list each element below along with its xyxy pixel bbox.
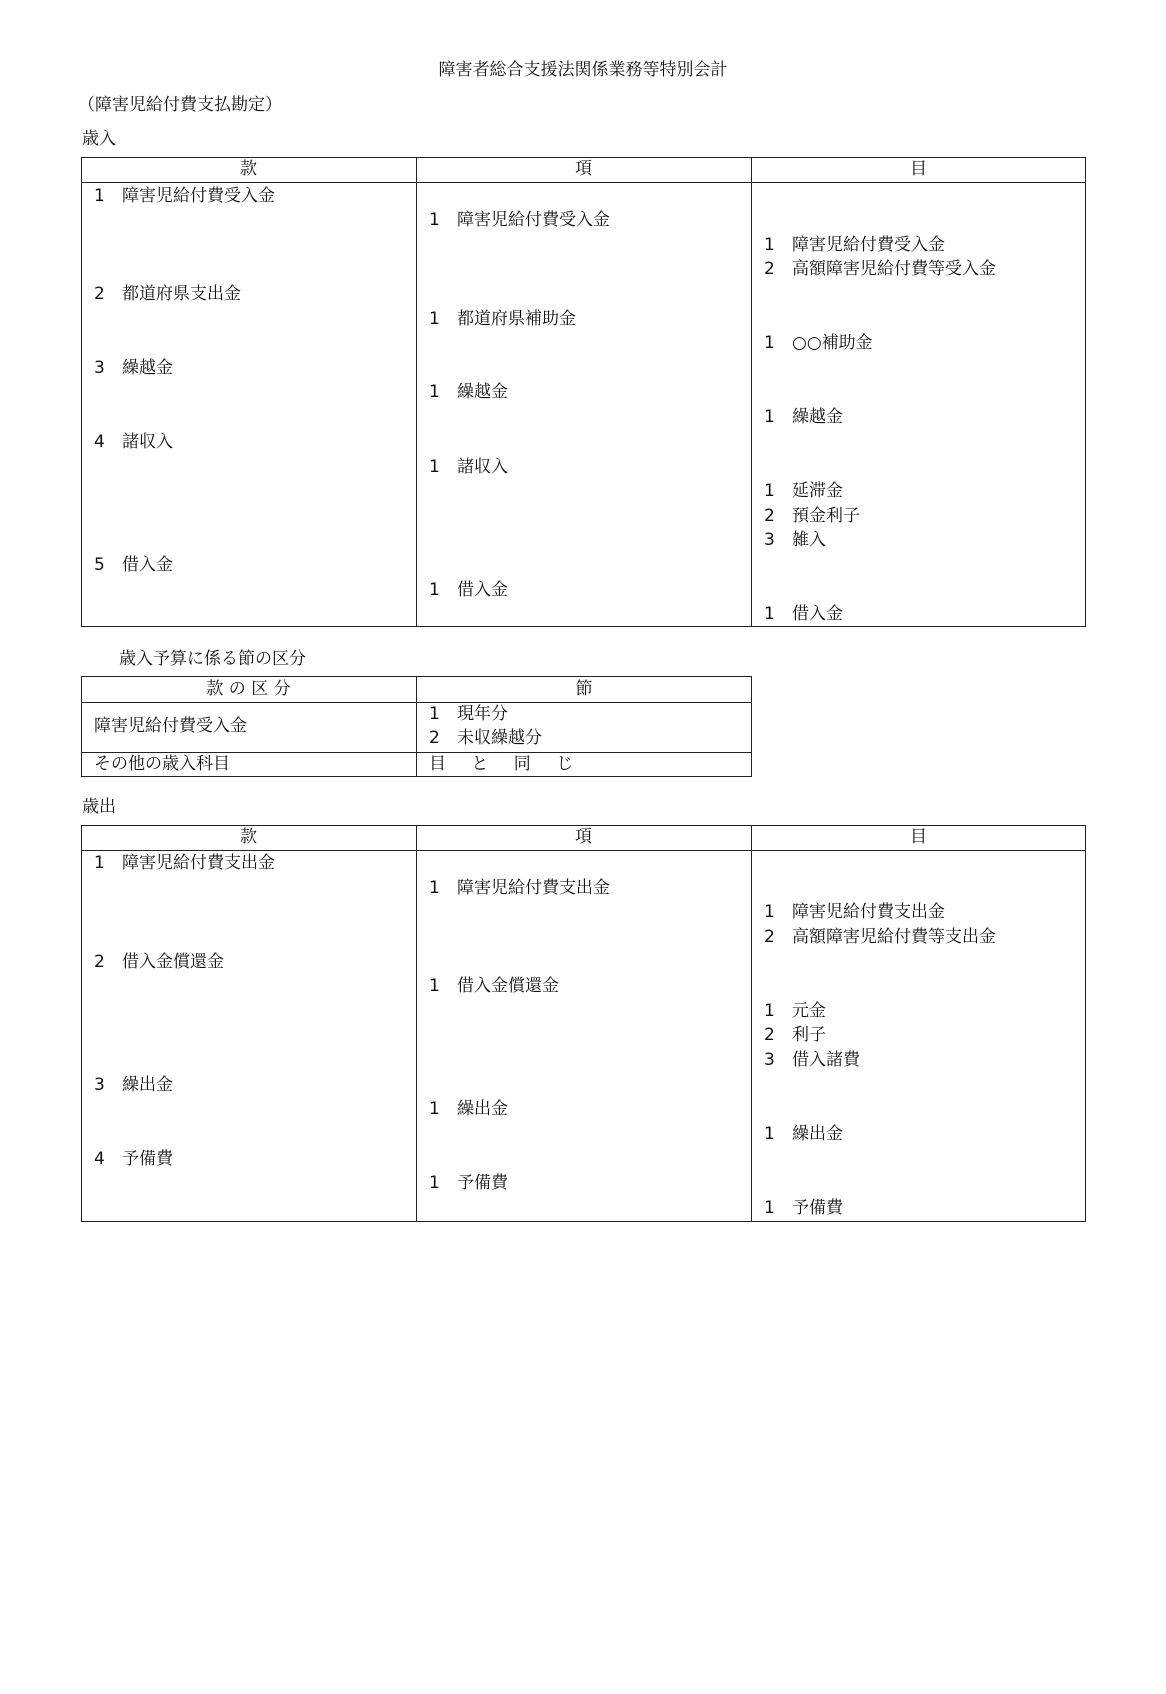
expenditure-header-divider <box>81 850 1086 851</box>
revenue-kan-entry: 4 諸収入 <box>94 432 173 452</box>
expenditure-kou-entry: 1 予備費 <box>429 1173 508 1193</box>
revenue-kan-entry: 3 繰越金 <box>94 358 173 378</box>
section-row1-item-1: 1 現年分 <box>429 704 508 724</box>
expenditure-header-kou: 項 <box>575 827 592 847</box>
expenditure-kan-entry: 4 予備費 <box>94 1149 173 1169</box>
expenditure-col-divider-2 <box>751 825 752 1222</box>
revenue-header-kou: 項 <box>575 159 592 179</box>
expenditure-kou-entry: 1 繰出金 <box>429 1099 508 1119</box>
section-row1-item-2: 2 未収繰越分 <box>429 728 542 748</box>
revenue-heading: 歳入 <box>82 129 116 149</box>
expenditure-moku-entry: 1 元金 <box>764 1001 826 1021</box>
revenue-kan-entry: 2 都道府県支出金 <box>94 284 241 304</box>
revenue-moku-entry: 1 借入金 <box>764 604 843 624</box>
revenue-moku-entry: 2 預金利子 <box>764 506 860 526</box>
revenue-kan-entry: 5 借入金 <box>94 555 173 575</box>
expenditure-moku-entry: 3 借入諸費 <box>764 1050 860 1070</box>
revenue-moku-entry: 1 延滞金 <box>764 481 843 501</box>
revenue-kou-entry: 1 借入金 <box>429 580 508 600</box>
section-row2-value: 目 と 同 じ <box>429 754 584 774</box>
expenditure-moku-entry: 1 繰出金 <box>764 1124 843 1144</box>
revenue-kou-entry: 1 障害児給付費受入金 <box>429 210 610 230</box>
revenue-header-divider <box>81 182 1086 183</box>
expenditure-kou-entry: 1 借入金償還金 <box>429 976 559 996</box>
revenue-moku-entry: 1 障害児給付費受入金 <box>764 235 945 255</box>
expenditure-kan-entry: 1 障害児給付費支出金 <box>94 853 275 873</box>
revenue-kou-entry: 1 諸収入 <box>429 457 508 477</box>
section-row2-label: その他の歳入科目 <box>94 754 230 774</box>
expenditure-col-divider-1 <box>416 825 417 1222</box>
section-header-setsu: 節 <box>575 679 593 699</box>
revenue-kou-entry: 1 繰越金 <box>429 382 508 402</box>
revenue-header-kan: 款 <box>240 159 257 179</box>
account-name: （障害児給付費支払勘定） <box>78 95 282 115</box>
revenue-header-moku: 目 <box>910 159 927 179</box>
expenditure-heading: 歳出 <box>82 797 116 817</box>
expenditure-header-moku: 目 <box>910 827 927 847</box>
expenditure-moku-entry: 1 予備費 <box>764 1198 843 1218</box>
expenditure-moku-entry: 2 高額障害児給付費等支出金 <box>764 927 996 947</box>
revenue-moku-entry: 3 雑入 <box>764 530 826 550</box>
expenditure-moku-entry: 2 利子 <box>764 1025 826 1045</box>
document-title: 障害者総合支援法関係業務等特別会計 <box>438 60 728 80</box>
section-row1-label: 障害児給付費受入金 <box>94 716 247 736</box>
revenue-col-divider-2 <box>751 157 752 627</box>
expenditure-kan-entry: 2 借入金償還金 <box>94 952 224 972</box>
revenue-moku-entry: 2 高額障害児給付費等受入金 <box>764 259 996 279</box>
revenue-moku-entry: 1 ○○補助金 <box>764 333 873 353</box>
expenditure-kan-entry: 3 繰出金 <box>94 1075 173 1095</box>
revenue-kou-entry: 1 都道府県補助金 <box>429 309 576 329</box>
section-division-heading: 歳入予算に係る節の区分 <box>119 649 306 669</box>
expenditure-moku-entry: 1 障害児給付費支出金 <box>764 902 945 922</box>
section-header-division: 款 の 区 分 <box>206 679 291 699</box>
expenditure-header-kan: 款 <box>240 827 257 847</box>
revenue-moku-entry: 1 繰越金 <box>764 407 843 427</box>
revenue-col-divider-1 <box>416 157 417 627</box>
revenue-kan-entry: 1 障害児給付費受入金 <box>94 186 275 206</box>
expenditure-kou-entry: 1 障害児給付費支出金 <box>429 878 610 898</box>
